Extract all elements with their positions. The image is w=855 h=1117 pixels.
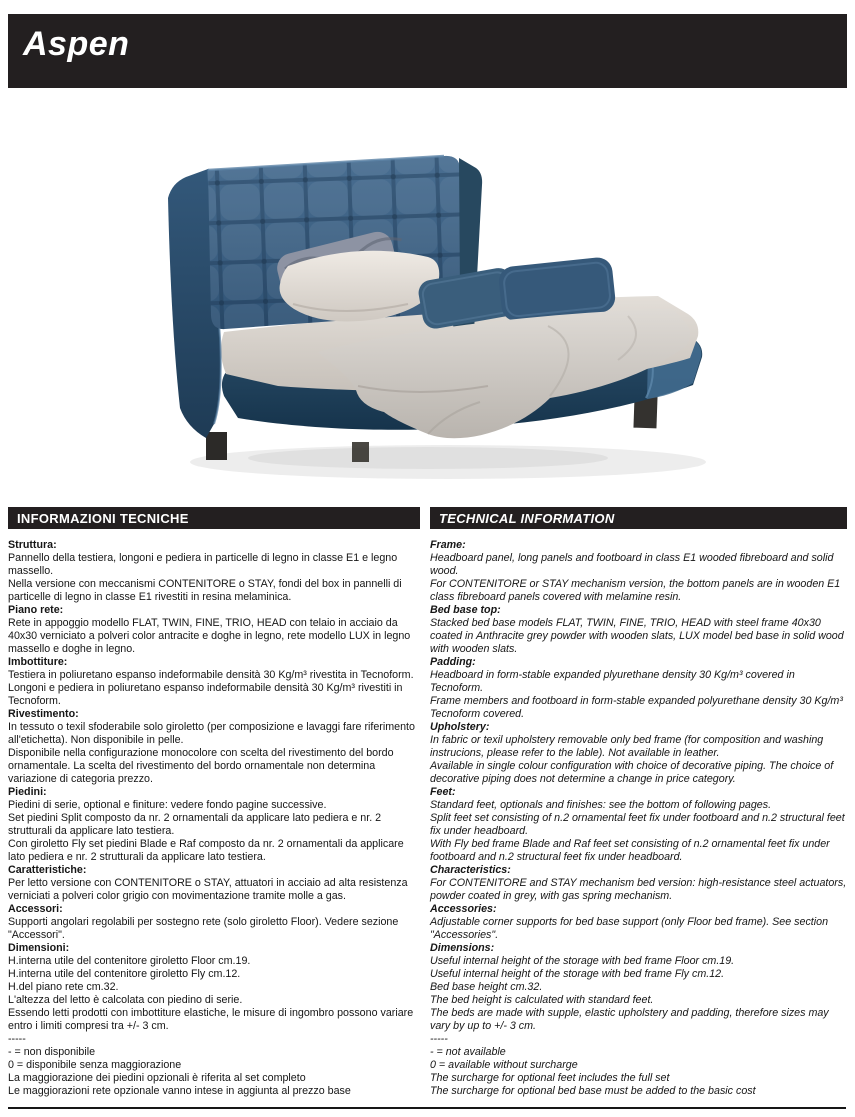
section-bar-technical-information (430, 507, 847, 529)
section-paragraph: Testiera in poliuretano espanso indeformabile densità 30 Kg/m³ rivestita in Tecnoform. (8, 669, 414, 681)
section-bar-informazioni-tecniche (8, 507, 420, 529)
section-paragraph: In tessuto o texil sfoderabile solo giroletto (per composizione e lavaggi fare riferimento all'etichetta). Non disponibile in pelle. (8, 721, 415, 746)
section-paragraph: Nella versione con meccanismi CONTENITORE o STAY, fondi del box in pannelli di particelle di legno in classe E1 rivestiti in resina melaminica. (8, 578, 402, 603)
section-heading: Frame: (430, 539, 466, 551)
section-paragraph: Set piedini Split composto da nr. 2 ornamentali da applicare lato pediera e nr. 2 strutturali da applicare lato testiera. (8, 812, 382, 837)
section-paragraph: Con giroletto Fly set piedini Blade e Raf composto da nr. 2 ornamentali da applicare lato pediera e nr. 2 strutturali da applicare lato testiera. (8, 838, 404, 863)
section-heading: Piedini: (8, 786, 47, 798)
section-heading: Imbottiture: (8, 656, 68, 668)
section-paragraph: Essendo letti prodotti con imbottiture elastiche, le misure di ingombro possono variare entro i limiti compresi tra +/- 3 cm. (8, 1007, 414, 1032)
section-paragraph: Headboard panel, long panels and footboard in class E1 wooded fibreboard and solid wood. (430, 552, 834, 577)
footnote-line: Le maggiorazioni rete opzionale vanno intese in aggiunta al prezzo base (8, 1085, 351, 1097)
section-paragraph: Pannello della testiera, longoni e pediera in particelle di legno in classe E1 e legno massello. (8, 552, 398, 577)
section-bar-label-it: INFORMAZIONI TECNICHE (17, 510, 189, 526)
section-paragraph: The bed height is calculated with standard feet. (430, 994, 654, 1006)
section-paragraph: Adjustable corner supports for bed base support (only Floor bed frame). See section "Accessories". (430, 916, 829, 941)
section-heading: Dimensions: (430, 942, 495, 954)
section-heading: Accessories: (430, 903, 497, 915)
section-paragraph: Bed base height cm.32. (430, 981, 543, 993)
section-heading: Struttura: (8, 539, 57, 551)
column-italian (8, 539, 421, 1098)
section-paragraph: In fabric or texil upholstery removable only bed frame (for composition and washing instrucions, please refer to the lable). Not available in leather. (430, 734, 824, 759)
section-heading: Feet: (430, 786, 456, 798)
section-paragraph: Available in single colour configuration with choice of decorative piping. The choice of decorative piping does not determine a change in price category. (430, 760, 834, 785)
section-paragraph: H.interna utile del contenitore giroletto Floor cm.19. (8, 955, 251, 967)
page-title: Aspen (23, 25, 130, 63)
section-paragraph: Useful internal height of the storage with bed frame Fly cm.12. (430, 968, 725, 980)
section-bar-label-en: TECHNICAL INFORMATION (439, 510, 615, 526)
section-paragraph: Disponibile nella configurazione monocolore con scelta del rivestimento del bordo ornamentale. La scelta del rivestimento del bordo ornamentale non determina variazione di categoria prezzo. (8, 747, 394, 785)
footnote-line: 0 = disponibile senza maggiorazione (8, 1059, 182, 1071)
section-paragraph: Longoni e pediera in poliuretano espanso indeformabile densità 30 Kg/m³ rivestiti in Tecnoform. (8, 682, 403, 707)
section-heading: Padding: (430, 656, 476, 668)
section-heading: Caratteristiche: (8, 864, 87, 876)
section-paragraph: With Fly bed frame Blade and Raf feet set consisting of n.2 ornamental feet fix under footboard and n.2 structural feet fix under headboard. (430, 838, 830, 863)
bed-illustration (128, 146, 728, 496)
section-heading: Dimensioni: (8, 942, 70, 954)
section-paragraph: Split feet set consisting of n.2 ornamental feet fix under footboard and n.2 structural feet fix under headboard. (430, 812, 845, 837)
bottom-divider (8, 1107, 846, 1109)
section-paragraph: Useful internal height of the storage with bed frame Floor cm.19. (430, 955, 735, 967)
section-paragraph: Frame members and footboard in form-stable expanded polyurethane density 30 Kg/m³ Tecnoform covered. (430, 695, 843, 720)
section-heading: Accessori: (8, 903, 63, 915)
footnote-line: The surcharge for optional feet includes the full set (430, 1072, 670, 1084)
section-paragraph: Piedini di serie, optional e finiture: vedere fondo pagine successive. (8, 799, 327, 811)
section-heading: Upholstery: (430, 721, 490, 733)
bed-product-image (128, 146, 728, 496)
title-bar (8, 14, 847, 88)
footnote-line: - = non disponibile (8, 1046, 96, 1058)
section-paragraph: Per letto versione con CONTENITORE o STAY, attuatori in acciaio ad alta resistenza verniciati a polveri color grigio con movimentazione tramite molle a gas. (8, 877, 408, 902)
footnote-line: ----- (8, 1033, 26, 1045)
footnote-line: - = not available (430, 1046, 506, 1058)
footnote-line: La maggiorazione dei piedini opzionali è riferita al set completo (8, 1072, 306, 1084)
section-paragraph: For CONTENITORE or STAY mechanism version, the bottom panels are in wooden E1 class fibreboard panels covered with melamine resin. (430, 578, 841, 603)
section-heading: Piano rete: (8, 604, 64, 616)
section-paragraph: Standard feet, optionals and finishes: see the bottom of following pages. (430, 799, 772, 811)
footnote-line: The surcharge for optional bed base must be added to the basic cost (430, 1085, 756, 1097)
section-paragraph: The beds are made with supple, elastic upholstery and padding, therefore sizes may vary by up to +/- 3 cm. (430, 1007, 829, 1032)
section-paragraph: L'altezza del letto è calcolata con piedino di serie. (8, 994, 243, 1006)
section-heading: Rivestimento: (8, 708, 79, 720)
section-paragraph: Supporti angolari regolabili per sostegno rete (solo giroletto Floor). Vedere sezione "Accessori". (8, 916, 399, 941)
column-english (430, 539, 848, 1098)
footnote-line: 0 = available without surcharge (430, 1059, 578, 1071)
section-paragraph: Headboard in form-stable expanded plyurethane density 30 Kg/m³ covered in Tecnoform. (430, 669, 795, 694)
section-paragraph: Stacked bed base models FLAT, TWIN, FINE, TRIO, HEAD with steel frame 40x30 coated in Anthracite grey powder with wooden slats, LUX model bed base in solid wood with wooden slats. (430, 617, 844, 655)
section-heading: Characteristics: (430, 864, 511, 876)
footnote-line: ----- (430, 1033, 448, 1045)
section-paragraph: H.interna utile del contenitore giroletto Fly cm.12. (8, 968, 241, 980)
section-paragraph: H.del piano rete cm.32. (8, 981, 119, 993)
section-paragraph: For CONTENITORE and STAY mechanism bed version: high-resistance steel actuators, powder coated in grey, with gas spring mechanism. (430, 877, 847, 902)
section-heading: Bed base top: (430, 604, 501, 616)
section-paragraph: Rete in appoggio modello FLAT, TWIN, FINE, TRIO, HEAD con telaio in acciaio da 40x30 verniciato a polveri color antracite e doghe in legno, rete modello LUX in legno massello e doghe in legno. (8, 617, 411, 655)
